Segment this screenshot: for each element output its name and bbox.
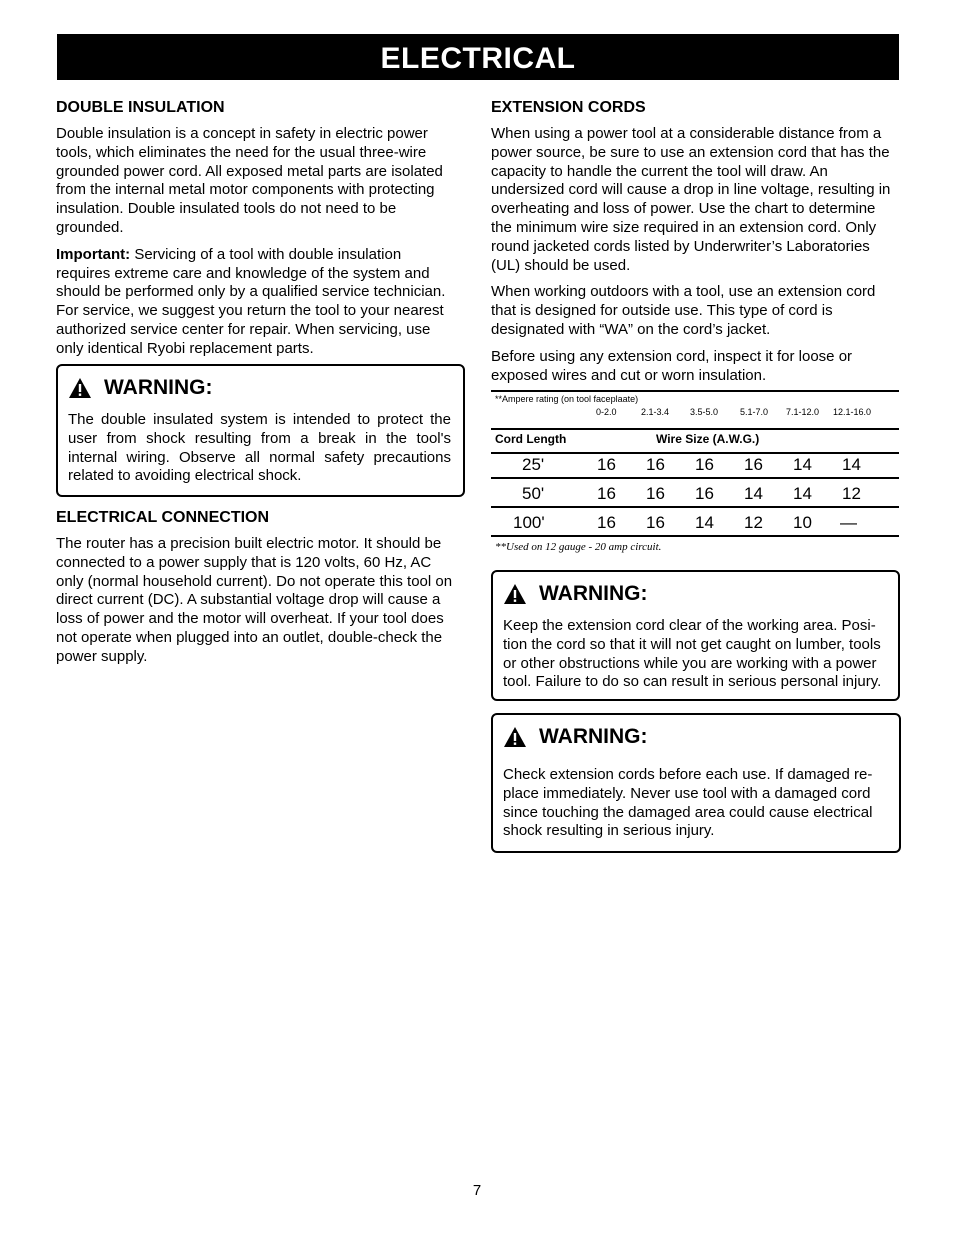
- table-rule: [491, 477, 899, 479]
- wire-size-cell: 16: [646, 484, 665, 503]
- right-column: [491, 98, 899, 393]
- table-header-rule: [491, 428, 899, 430]
- wire-size-cell: 14: [744, 484, 763, 503]
- warning-header: [503, 581, 888, 607]
- important-label: Important:: [56, 245, 131, 263]
- wire-size-cell: 16: [744, 455, 763, 474]
- warning-box-cord-clear: [491, 570, 900, 701]
- wire-size-cell: —: [840, 513, 857, 532]
- wire-size-cell: 16: [695, 455, 714, 474]
- amp-range: 7.1-12.0: [786, 407, 820, 417]
- table-row: [491, 511, 899, 537]
- warning-title: WARNING:: [539, 582, 648, 605]
- extension-cords-heading: EXTENSION CORDS: [491, 99, 646, 116]
- warning-text: Keep the extension cord clear of the working area. Posi-tion the cord so that it will not get caught on lumber, tools or other obstructions while you are working with a power tool. Failure to do so can result in serious personal injury.: [503, 617, 882, 691]
- wire-size-cell: 14: [793, 455, 812, 474]
- warning-header: [68, 375, 451, 401]
- table-footnote: **Used on 12 gauge - 20 amp circuit.: [495, 541, 662, 553]
- cord-length-cell: 100': [513, 513, 545, 532]
- wire-size-cell: 14: [842, 455, 861, 474]
- ampere-rating-note: **Ampere rating (on tool faceplaate): [495, 394, 639, 404]
- amp-range: 2.1-3.4: [641, 407, 670, 417]
- cord-length-cell: 50': [522, 484, 545, 503]
- table-bottom-rule: [491, 535, 899, 537]
- important-paragraph: [56, 246, 458, 359]
- table-row: [491, 482, 899, 508]
- warning-triangle-icon: [503, 726, 527, 748]
- wire-size-cell: 16: [597, 484, 616, 503]
- page-number: 7: [472, 1182, 482, 1199]
- warning-text: Check extension cords before each use. If damaged re-place immediately. Never use tool with a damaged cord since touching the damaged area could cause electrical shock resulting in serious injury.: [503, 766, 873, 840]
- extension-cords-paragraph-2: When working outdoors with a tool, use an extension cord that is designed for outside use. This type of cord is designated with “WA” on the cord’s jacket.: [491, 283, 876, 338]
- warning-header: [503, 724, 889, 750]
- wire-size-cell: 12: [744, 513, 763, 532]
- wire-size-cell: 16: [597, 513, 616, 532]
- wire-size-cell: 14: [793, 484, 812, 503]
- amp-range: 3.5-5.0: [690, 407, 719, 417]
- warning-box-double-insulated: [56, 364, 465, 497]
- table-row: [491, 453, 899, 479]
- table-rule: [491, 506, 899, 508]
- wire-size-cell: 16: [695, 484, 714, 503]
- wire-size-cell: 14: [695, 513, 714, 532]
- cord-length-cell: 25': [522, 455, 545, 474]
- wire-size-label: Wire Size (A.W.G.): [656, 432, 760, 446]
- electrical-connection-paragraph: The router has a precision built electric motor. It should be connected to a power supply that is 120 volts, 60 Hz, AC only (normal household current). Do not operate this tool on direct current (DC). A substantial voltage drop will cause a loss of power and the motor will overheat. If your tool does not operate when plugged into an outlet, double-check the power supply.: [56, 535, 453, 665]
- amp-range: 5.1-7.0: [740, 407, 769, 417]
- electrical-connection-section: [56, 508, 460, 675]
- amp-range: 0-2.0: [596, 407, 617, 417]
- page-title: ELECTRICAL: [380, 42, 576, 75]
- wire-size-cell: 16: [597, 455, 616, 474]
- wire-size-cell: 10: [793, 513, 812, 532]
- wire-size-cell: 16: [646, 513, 665, 532]
- page-title-bar: [57, 34, 899, 80]
- warning-text: The double insulated system is intended to protect the user from shock resulting from a break in the tool's internal wiring. Observe all normal safety precautions related to avoiding electrical shock.: [68, 411, 451, 485]
- cord-length-label: Cord Length: [495, 432, 567, 446]
- table-top-rule: [491, 390, 899, 392]
- electrical-connection-heading: ELECTRICAL CONNECTION: [56, 509, 270, 526]
- extension-cords-paragraph-3: Before using any extension cord, inspect it for loose or exposed wires and cut or worn insulation.: [491, 347, 853, 384]
- extension-cords-paragraph-1: When using a power tool at a considerable distance from a power source, be sure to use an extension cord that has the capacity to handle the current the tool will draw. An undersized cord will cause a drop in line voltage, resulting in overheating and loss of power. Use the chart to determine the minimum wire size required in an extension cord. Only round jacketed cords listed by Underwriter’s Laboratories (UL) should be used.: [491, 125, 891, 274]
- wire-size-cell: 12: [842, 484, 861, 503]
- warning-triangle-icon: [68, 377, 92, 399]
- wire-size-cell: 16: [646, 455, 665, 474]
- warning-box-check-cords: [491, 713, 901, 853]
- warning-triangle-icon: [503, 583, 527, 605]
- left-column: [56, 98, 458, 367]
- amp-range: 12.1-16.0: [833, 407, 872, 417]
- important-text: Servicing of a tool with double insulation requires extreme care and knowledge of the system and should be performed only by a qualified service technician. For service, we suggest you return the tool to your nearest authorized service center for repair. When servicing, use only identical Ryobi replacement parts.: [56, 245, 446, 357]
- double-insulation-paragraph: Double insulation is a concept in safety in electric power tools, which eliminates the need for the usual three-wire grounded power cord. All exposed metal parts are isolated from the internal metal motor components with protecting insulation. Double insulated tools do not need to be grounded.: [56, 125, 443, 236]
- double-insulation-heading: DOUBLE INSULATION: [56, 99, 225, 116]
- warning-title: WARNING:: [539, 725, 648, 748]
- warning-title: WARNING:: [104, 376, 213, 399]
